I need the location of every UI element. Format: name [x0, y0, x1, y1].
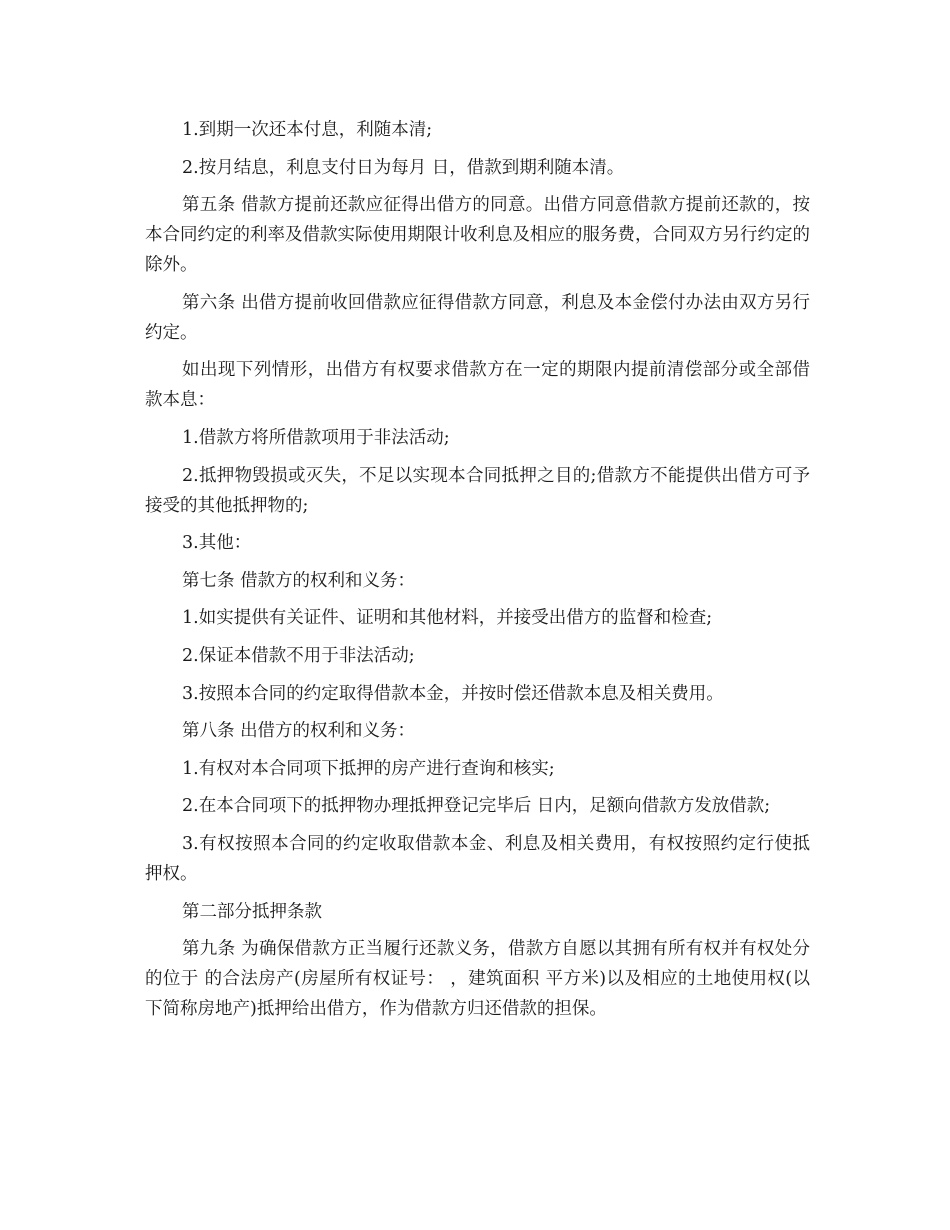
clause-repayment-option-2: 2.按月结息，利息支付日为每月 日，借款到期利随本清。 — [182, 157, 625, 178]
article-9-mortgage: 第九条 为确保借款方正当履行还款义务，借款方自愿以其拥有所有权并有权处分的位于 的合法房产(房屋所有权证号： ，建筑面积 平方米)以及相应的土地使用权(以下简称房地产)抵押给出借方，作为借款方归还借款的担保。 — [145, 939, 810, 1020]
article-6-early-recall: 第六条 出借方提前收回借款应征得借款方同意，利息及本金偿付办法由双方另行约定。 — [145, 292, 810, 343]
lender-right-3: 3.有权按照本合同的约定收取借款本金、利息及相关费用，有权按照约定行使抵押权。 — [145, 833, 810, 884]
condition-item-3: 3.其他： — [182, 533, 252, 554]
part-2-heading: 第二部分抵押条款 — [182, 901, 322, 922]
condition-item-1: 1.借款方将所借款项用于非法活动; — [182, 427, 450, 448]
borrower-duty-2: 2.保证本借款不用于非法活动; — [182, 645, 415, 666]
clause-repayment-option-1: 1.到期一次还本付息，利随本清; — [182, 120, 433, 140]
early-repayment-conditions-intro: 如出现下列情形，出借方有权要求借款方在一定的期限内提前清偿部分或全部借款本息： — [145, 360, 810, 411]
borrower-duty-3: 3.按照本合同的约定取得借款本金，并按时偿还借款本息及相关费用。 — [182, 683, 724, 704]
article-7-heading: 第七条 借款方的权利和义务： — [182, 570, 416, 591]
article-5-early-repayment: 第五条 借款方提前还款应征得出借方的同意。出借方同意借款方提前还款的，按本合同约定的利率及借款实际使用期限计收利息及相应的服务费，合同双方另行约定的除外。 — [145, 195, 810, 276]
lender-right-1: 1.有权对本合同项下抵押的房产进行查询和核实; — [182, 758, 555, 779]
borrower-duty-1: 1.如实提供有关证件、证明和其他材料，并接受出借方的监督和检查; — [182, 608, 713, 629]
lender-right-2: 2.在本合同项下的抵押物办理抵押登记完毕后 日内，足额向借款方发放借款; — [182, 796, 771, 817]
document-page — [145, 115, 810, 1024]
condition-item-2: 2.抵押物毁损或灭失，不足以实现本合同抵押之目的;借款方不能提供出借方可予接受的其他抵押物的; — [145, 465, 810, 516]
article-8-heading: 第八条 出借方的权利和义务： — [182, 721, 416, 742]
